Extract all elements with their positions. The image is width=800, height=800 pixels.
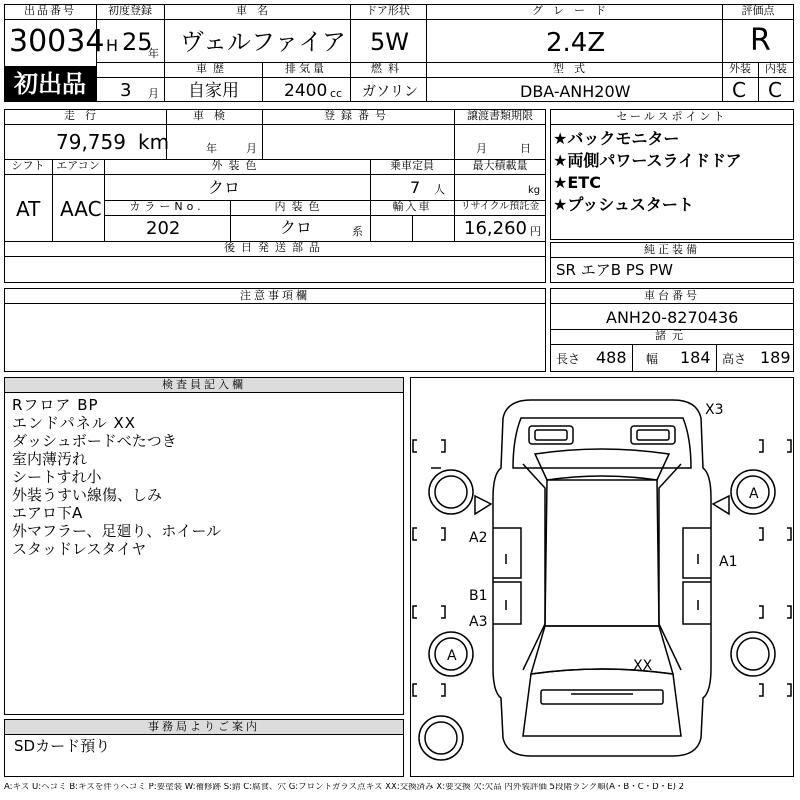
history-label: 車歴: [196, 62, 230, 75]
mark-a-rear-right: A: [749, 486, 759, 502]
ext-color-label: 外装色: [211, 159, 263, 172]
car-name-label: 車名: [236, 4, 278, 17]
car-diagram: [411, 378, 793, 776]
reg-era: H: [106, 36, 119, 55]
reg-no-label: 登録番号: [324, 109, 392, 122]
inspector-line: Rフロア BP: [12, 396, 99, 414]
later-parts-label: 後日発送部品: [224, 241, 326, 254]
insp-year-unit: 年: [206, 142, 217, 155]
capacity-value: 7: [410, 178, 421, 197]
int-label: 内装: [765, 62, 787, 75]
capacity-label: 乗車定員: [390, 159, 434, 172]
score-value: R: [750, 23, 771, 58]
ac-value: AAC: [60, 197, 102, 221]
mark-a2: A2: [469, 530, 488, 546]
inspector-line: エンドパネル XX: [12, 414, 137, 432]
inspector-line: 外装うすい線傷、しみ: [12, 486, 163, 504]
int-color-unit: 系: [352, 225, 363, 238]
fuel-label: 燃料: [371, 62, 405, 75]
transfer-label: 譲渡書類期限: [467, 109, 533, 122]
width-value: 184: [680, 348, 711, 367]
transfer-month-unit: 月: [476, 142, 487, 155]
mileage-label: 走行: [64, 109, 106, 122]
inspector-line: 外マフラー、足廻り、ホイール: [12, 522, 222, 540]
int-color-label: 内装色: [274, 200, 326, 213]
sales-point-item: ★両側パワースライドドア: [553, 151, 742, 170]
sales-points-label: セールスポイント: [551, 110, 793, 125]
notes-box: [4, 288, 546, 372]
inspector-line: ダッシュボードべたつき: [12, 432, 177, 450]
sales-point-item: ★プッシュスタート: [553, 195, 694, 214]
inspector-line: シートすれ小: [12, 468, 102, 486]
fuel-value: ガソリン: [362, 84, 418, 100]
height-value: 189: [760, 348, 791, 367]
inspector-line: 室内薄汚れ: [12, 450, 88, 468]
office-label: 事務局よりご案内: [5, 720, 403, 735]
lot-number: 30034: [9, 24, 105, 59]
import-label: 輸入車: [392, 200, 432, 213]
door-label: ドア形状: [366, 4, 410, 17]
ext-color-value: クロ: [208, 178, 241, 197]
reg-month: 3: [120, 80, 132, 101]
car-diagram-box: [410, 377, 794, 777]
lot-label: 出品番号: [24, 4, 76, 17]
mark-b1: B1: [469, 588, 488, 604]
mark-a1: A1: [719, 554, 738, 570]
height-label: 高さ: [722, 352, 747, 366]
inspector-label: 検査員記入欄: [5, 378, 403, 393]
reg-year-unit: 年: [148, 47, 159, 60]
footer-legend: A:キズ U:ヘコミ B:キズを伴うヘコミ P:要塗装 W:補修跡 S:錆 C:腐食、穴 G:フロントガラス点キズ XX:交換済み X:要交換 欠:欠品 内外装評価 5段階ランク順(A・B・C・D・E) 2: [4, 783, 685, 792]
mark-x3: X3: [705, 402, 724, 418]
shift-label: シフト: [11, 159, 45, 172]
displacement-value: 2400: [284, 81, 328, 101]
ext-label: 外装: [729, 62, 751, 75]
score-label: 評価点: [741, 4, 775, 17]
inspection-label: 車検: [193, 109, 235, 122]
model-value: DBA-ANH20W: [520, 82, 631, 101]
genuine-equipment-label: 純正装備: [551, 243, 793, 258]
disp-label: 排気量: [285, 62, 327, 75]
chassis-number: ANH20-8270436: [606, 308, 739, 327]
max-load-label: 最大積載量: [472, 159, 528, 172]
recycle-label: リサイクル預託金: [460, 201, 540, 212]
sales-point-item: ★ETC: [553, 173, 601, 192]
chassis-label: 車台番号: [551, 289, 793, 304]
mileage-value: 79,759: [56, 130, 126, 154]
disp-unit: cc: [330, 87, 343, 100]
mark-a3: A3: [469, 614, 488, 630]
max-load-unit: kg: [528, 185, 541, 196]
transfer-day-unit: 日: [520, 142, 531, 155]
inspector-notes: [12, 396, 221, 558]
recycle-unit: 円: [530, 225, 541, 238]
color-no-label: カラーNo.: [129, 200, 205, 213]
ext-grade: C: [732, 78, 746, 102]
recycle-value: 16,260: [464, 218, 527, 239]
car-name: ヴェルファイア: [180, 28, 346, 56]
sales-point-item: ★バックモニター: [553, 129, 680, 148]
grade-label: グレード: [532, 4, 616, 17]
notes-label: 注意事項欄: [5, 289, 545, 304]
grade-value: 2.4Z: [546, 28, 606, 58]
insp-month-unit: 月: [246, 142, 257, 155]
mark-a-front-left: A: [447, 648, 457, 664]
inspector-line: エアロ下A: [12, 504, 83, 522]
capacity-unit: 人: [434, 183, 445, 196]
color-no-value: 202: [146, 218, 181, 239]
mark-xx: XX: [633, 658, 653, 674]
width-label: 幅: [646, 352, 659, 366]
dims-label: 諸元: [655, 329, 689, 342]
first-listing-badge: 初出品: [4, 66, 96, 102]
shift-value: AT: [16, 197, 41, 221]
reg-month-unit: 月: [148, 87, 159, 100]
mileage-unit: km: [138, 130, 170, 154]
office-text: SDカード預り: [14, 737, 111, 755]
reg-label: 初度登録: [108, 4, 152, 17]
ac-label: エアコン: [56, 159, 100, 172]
door-type: 5W: [370, 28, 409, 56]
reg-year: 25: [122, 28, 153, 56]
int-color-value: クロ: [280, 218, 313, 237]
genuine-equipment-value: SR エアB PS PW: [556, 261, 673, 279]
history-value: 自家用: [188, 81, 239, 101]
length-value: 488: [596, 348, 627, 367]
inspector-line: スタッドレスタイヤ: [12, 540, 147, 558]
model-label: 型式: [553, 62, 595, 75]
int-grade: C: [768, 78, 782, 102]
length-label: 長さ: [556, 352, 581, 366]
